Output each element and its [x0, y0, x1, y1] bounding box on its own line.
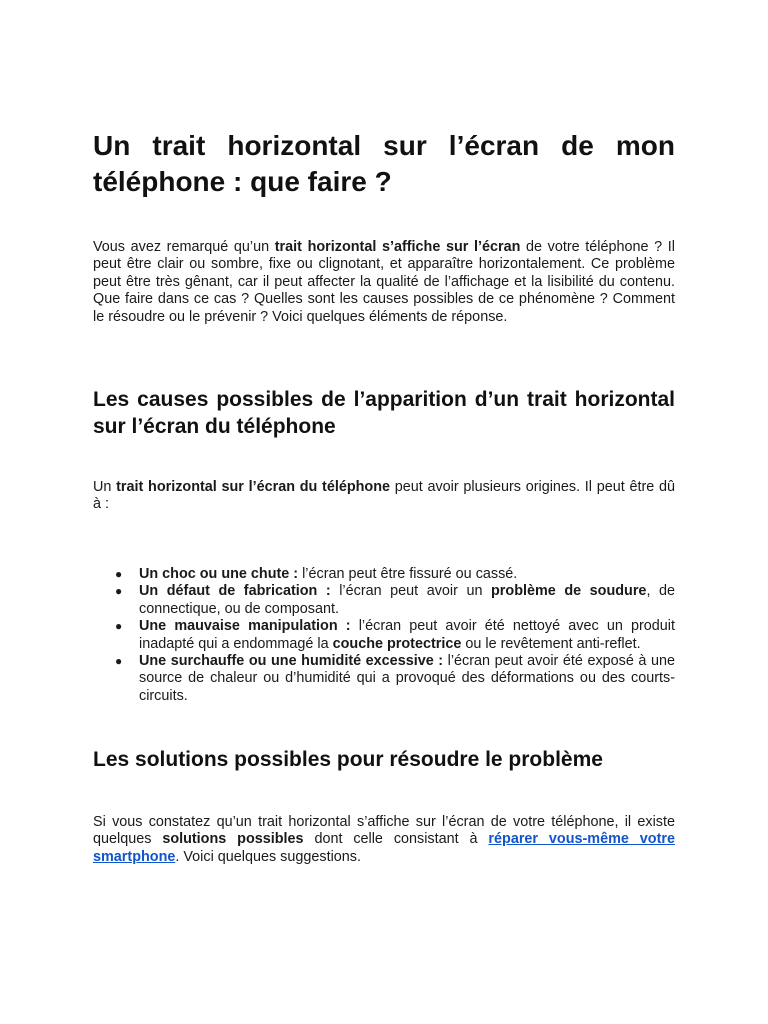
section-causes-heading: Les causes possibles de l’apparition d’un trait horizontal sur l’écran du téléphone	[93, 388, 675, 438]
intro-text-end: de votre téléphone ? Il peut être clair ou sombre, fixe ou clignotant, et apparaître horizontalement. Ce problème peut être très gênant, car il peut affecter la qualité de l’affichage et la lisibilité du contenu. Que faire dans ce cas ? Quelles sont les causes possibles de ce phénomène ? Comment le résoudre ou le prévenir ? Voici quelques éléments de réponse.	[93, 239, 675, 325]
list-item-text: l’écran peut avoir été exposé à une source de chaleur ou d’humidité qui a provoqué des déformations ou des courts-circuits.	[139, 653, 675, 704]
list-item-label: Une mauvaise manipulation :	[139, 618, 351, 635]
solutions-bold-phrase: solutions possibles	[162, 831, 304, 848]
list-item-defaut	[93, 583, 675, 618]
bullet-icon: ●	[115, 567, 123, 581]
list-item-label: Un choc ou une chute :	[139, 566, 299, 582]
list-item-text-end: , de connectique, ou de composant.	[139, 583, 675, 617]
list-item-text: l’écran peut avoir été nettoyé avec un produit inadapté qui a endommagé la	[139, 618, 675, 652]
solutions-text-b: dont celle consistant à	[303, 831, 489, 848]
list-item-bold-term: couche protectrice	[332, 635, 462, 652]
page-title: Un trait horizontal sur l’écran de mon téléphone : que faire ?	[93, 130, 675, 197]
list-item-text: l’écran peut avoir un	[330, 583, 492, 600]
list-item-choc	[93, 566, 675, 583]
solutions-text-a: Si vous constatez qu’un trait horizontal s’affiche sur l’écran de votre téléphone, il existe quelques	[93, 814, 675, 848]
section-solutions-heading: Les solutions possibles pour résoudre le problème	[93, 748, 603, 771]
repair-smartphone-link[interactable]: réparer vous-même votre smartphone	[93, 831, 675, 865]
bullet-icon: ●	[115, 619, 123, 634]
list-item-surchauffe	[93, 653, 675, 705]
list-item-text-end: ou le revêtement anti-reflet.	[461, 635, 641, 652]
intro-paragraph	[93, 239, 675, 326]
solutions-paragraph	[93, 814, 675, 866]
list-item-label: Un défaut de fabrication :	[139, 583, 331, 600]
solutions-text-c: . Voici quelques suggestions.	[175, 848, 361, 865]
causes-intro-paragraph	[93, 479, 675, 514]
bullet-icon: ●	[115, 654, 123, 669]
bullet-icon: ●	[115, 584, 123, 599]
intro-text-start: Vous avez remarqué qu’un	[93, 239, 275, 255]
list-item-text: l’écran peut être fissuré ou cassé.	[298, 566, 518, 582]
causes-intro-start: Un	[93, 479, 117, 495]
causes-intro-end: peut avoir plusieurs origines. Il peut être dû à :	[93, 479, 675, 513]
list-item-label: Une surchauffe ou une humidité excessive :	[139, 653, 444, 670]
list-item-bold-term: problème de soudure	[491, 583, 647, 600]
causes-list	[93, 566, 675, 705]
intro-bold-phrase: trait horizontal s’affiche sur l’écran	[274, 239, 521, 255]
causes-intro-bold: trait horizontal sur l’écran du téléphone	[116, 479, 391, 495]
list-item-manipulation	[93, 618, 675, 653]
